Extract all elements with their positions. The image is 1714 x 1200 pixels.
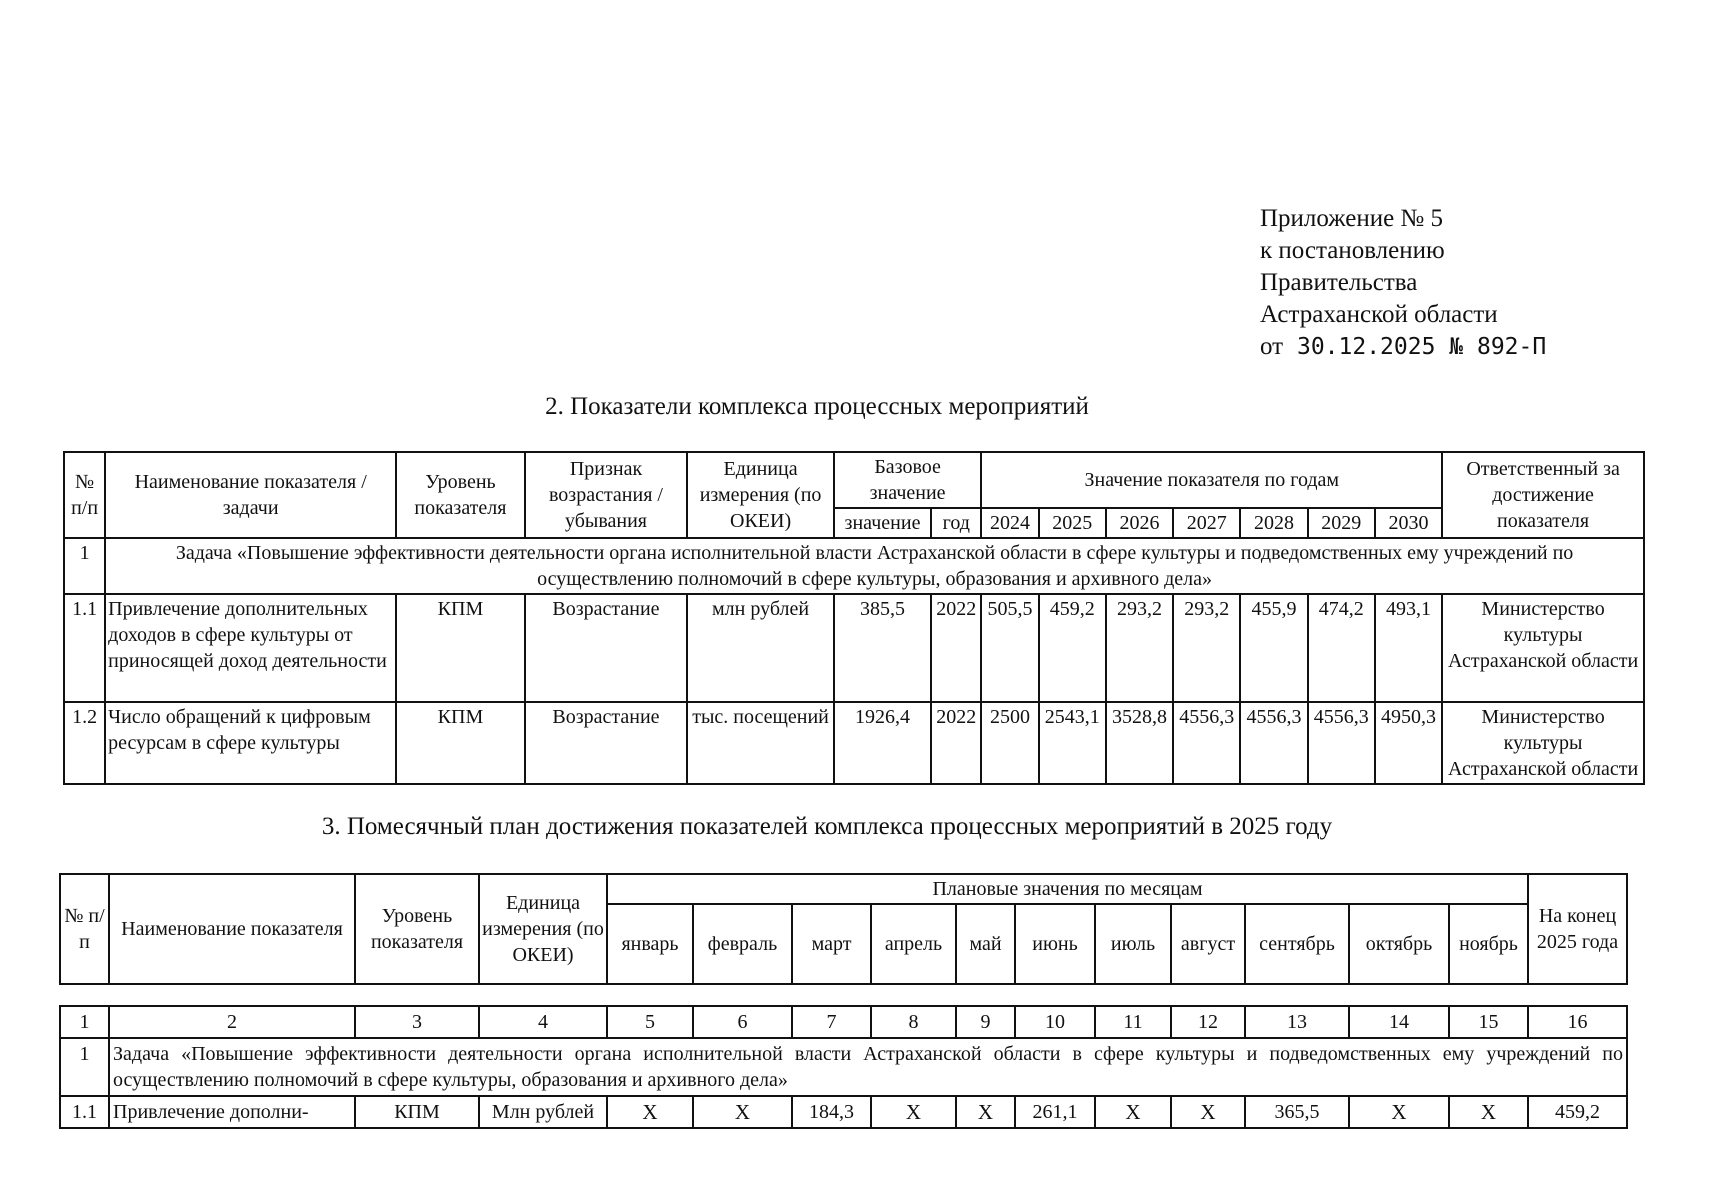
t3-header-month: июнь xyxy=(1015,904,1095,984)
appendix-line-1: Приложение № 5 xyxy=(1260,205,1444,232)
t2-header-unit: Единица измерения (по ОКЕИ) xyxy=(687,452,834,538)
t2-row-value: 3528,8 xyxy=(1106,702,1173,784)
table-row xyxy=(64,594,1644,702)
t2-row-value: 455,9 xyxy=(1240,594,1307,702)
t3-row-month-value: Х xyxy=(607,1096,693,1128)
t2-row-level: КПМ xyxy=(396,702,524,784)
t3-row-month-value: Х xyxy=(871,1096,956,1128)
t2-row-value: 459,2 xyxy=(1039,594,1106,702)
t2-row-base-year: 2022 xyxy=(931,594,981,702)
t3-col-number: 7 xyxy=(792,1006,871,1038)
t2-header-num: № п/п xyxy=(64,452,105,538)
t2-task-num: 1 xyxy=(64,538,105,594)
t3-header-month: апрель xyxy=(871,904,956,984)
t2-row-value: 505,5 xyxy=(981,594,1038,702)
t3-row-month-value: Х xyxy=(1449,1096,1528,1128)
t3-col-number: 8 xyxy=(871,1006,956,1038)
t3-header-month: октябрь xyxy=(1349,904,1449,984)
t3-row-month-value: 261,1 xyxy=(1015,1096,1095,1128)
t3-col-number: 16 xyxy=(1528,1006,1627,1038)
appendix-date-number: 30.12.2025 № 892-П xyxy=(1296,334,1547,360)
t3-header-month: май xyxy=(956,904,1015,984)
t2-row-num: 1.1 xyxy=(64,594,105,702)
t2-header-year: 2028 xyxy=(1240,508,1307,538)
t3-col-number: 5 xyxy=(607,1006,693,1038)
t3-col-number: 12 xyxy=(1171,1006,1245,1038)
table-row xyxy=(60,1096,1627,1128)
t3-col-number: 14 xyxy=(1349,1006,1449,1038)
t3-header-planned: Плановые значения по месяцам xyxy=(607,874,1528,904)
t2-row-name: Привлечение дополнительных доходов в сфере культуры от приносящей доход деятельности xyxy=(105,594,396,702)
t3-row-month-value: Х xyxy=(1349,1096,1449,1128)
appendix-header xyxy=(1260,203,1546,363)
appendix-line-4: Астраханской области xyxy=(1260,301,1498,328)
t2-row-base-value: 1926,4 xyxy=(834,702,931,784)
t3-col-number: 3 xyxy=(355,1006,479,1038)
t2-header-base-year: год xyxy=(931,508,981,538)
appendix-from: от xyxy=(1260,333,1284,360)
t2-row-unit: млн рублей xyxy=(687,594,834,702)
t3-row-month-value: Х xyxy=(1095,1096,1171,1128)
appendix-line-3: Правительства xyxy=(1260,269,1418,296)
t3-row-month-value: Х xyxy=(693,1096,792,1128)
t3-task-row xyxy=(60,1038,1627,1096)
t3-col-number: 6 xyxy=(693,1006,792,1038)
t2-row-sign: Возрастание xyxy=(525,594,688,702)
t3-header-end: На конец 2025 года xyxy=(1528,874,1627,984)
t3-header-num: № п/п xyxy=(60,874,109,984)
t3-row-num: 1.1 xyxy=(60,1096,109,1128)
t2-row-num: 1.2 xyxy=(64,702,105,784)
t3-col-number: 2 xyxy=(109,1006,355,1038)
table-row xyxy=(64,702,1644,784)
t2-header-responsible: Ответственный за достижение показателя xyxy=(1442,452,1644,538)
t2-row-value: 2543,1 xyxy=(1039,702,1106,784)
t2-row-base-value: 385,5 xyxy=(834,594,931,702)
t2-header-level: Уровень показателя xyxy=(396,452,524,538)
t2-row-responsible: Министерство культуры Астраханской области xyxy=(1442,702,1644,784)
t2-header-name: Наименование показателя / задачи xyxy=(105,452,396,538)
t3-header-name: Наименование показателя xyxy=(109,874,355,984)
t2-header-year: 2029 xyxy=(1308,508,1375,538)
section3-title: 3. Помесячный план достижения показателей комплекса процессных мероприятий в 2025 году xyxy=(321,813,1333,840)
monthly-plan-header-table xyxy=(59,873,1628,985)
t2-row-base-year: 2022 xyxy=(931,702,981,784)
t3-col-number: 1 xyxy=(60,1006,109,1038)
t2-row-level: КПМ xyxy=(396,594,524,702)
t2-row-value: 4556,3 xyxy=(1308,702,1375,784)
section2-title: 2. Показатели комплекса процессных мероприятий xyxy=(545,393,1089,420)
t2-header-year: 2025 xyxy=(1039,508,1106,538)
t3-col-number: 10 xyxy=(1015,1006,1095,1038)
t3-header-month: март xyxy=(792,904,871,984)
t2-header-year: 2030 xyxy=(1375,508,1442,538)
t3-header-unit: Единица измерения (по ОКЕИ) xyxy=(479,874,607,984)
t2-row-value: 2500 xyxy=(981,702,1038,784)
monthly-plan-table xyxy=(59,1005,1628,1129)
t3-header-month: февраль xyxy=(693,904,792,984)
t3-header-month: январь xyxy=(607,904,693,984)
t2-header-base-value: значение xyxy=(834,508,931,538)
t2-row-value: 293,2 xyxy=(1173,594,1240,702)
t3-row-unit: Млн рублей xyxy=(479,1096,607,1128)
t3-header-month: август xyxy=(1171,904,1245,984)
t3-col-number: 9 xyxy=(956,1006,1015,1038)
t3-header-month: июль xyxy=(1095,904,1171,984)
t3-col-number: 13 xyxy=(1245,1006,1349,1038)
t3-col-number: 4 xyxy=(479,1006,607,1038)
t2-row-value: 4556,3 xyxy=(1173,702,1240,784)
t3-task-text: Задача «Повышение эффективности деятельности органа исполнительной власти Астраханской области в сфере культуры и подведомственных ему учреждений по осуществлению полномочий в сфере культуры, образования и архивного дела» xyxy=(109,1038,1627,1096)
t2-row-value: 4556,3 xyxy=(1240,702,1307,784)
t3-row-end-value: 459,2 xyxy=(1528,1096,1627,1128)
t2-task-text: Задача «Повышение эффективности деятельности органа исполнительной власти Астраханской области в сфере культуры и подведомственных ему учреждений по осуществлению полномочий в сфере культуры, образования и архивного дела» xyxy=(105,538,1644,594)
t3-row-month-value: 365,5 xyxy=(1245,1096,1349,1128)
t2-header-year: 2026 xyxy=(1106,508,1173,538)
t3-task-num: 1 xyxy=(60,1038,109,1096)
t2-row-value: 493,1 xyxy=(1375,594,1442,702)
indicators-table xyxy=(63,451,1645,785)
appendix-date-line xyxy=(1260,331,1546,363)
t2-header-year: 2027 xyxy=(1173,508,1240,538)
t2-row-value: 474,2 xyxy=(1308,594,1375,702)
t2-row-value: 4950,3 xyxy=(1375,702,1442,784)
t2-row-name: Число обращений к цифровым ресурсам в сфере культуры xyxy=(105,702,396,784)
t2-header-sign: Признак возрастания / убывания xyxy=(525,452,688,538)
t3-row-month-value: 184,3 xyxy=(792,1096,871,1128)
t3-row-month-value: Х xyxy=(1171,1096,1245,1128)
t3-row-month-value: Х xyxy=(956,1096,1015,1128)
t2-header-by-years: Значение показателя по годам xyxy=(981,452,1442,508)
t2-row-sign: Возрастание xyxy=(525,702,688,784)
t2-row-responsible: Министерство культуры Астраханской области xyxy=(1442,594,1644,702)
t3-header-month: сентябрь xyxy=(1245,904,1349,984)
t2-header-year: 2024 xyxy=(981,508,1038,538)
t2-row-value: 293,2 xyxy=(1106,594,1173,702)
appendix-line-2: к постановлению xyxy=(1260,237,1445,264)
t3-row-name: Привлечение дополни- xyxy=(109,1096,355,1128)
t3-col-number: 15 xyxy=(1449,1006,1528,1038)
t2-row-unit: тыс. посещений xyxy=(687,702,834,784)
t3-column-numbers-row xyxy=(60,1006,1627,1038)
t3-header-month: ноябрь xyxy=(1449,904,1528,984)
t3-header-level: Уровень показателя xyxy=(355,874,479,984)
t2-header-base: Базовое значение xyxy=(834,452,982,508)
t3-row-level: КПМ xyxy=(355,1096,479,1128)
t2-task-row xyxy=(64,538,1644,594)
t3-col-number: 11 xyxy=(1095,1006,1171,1038)
